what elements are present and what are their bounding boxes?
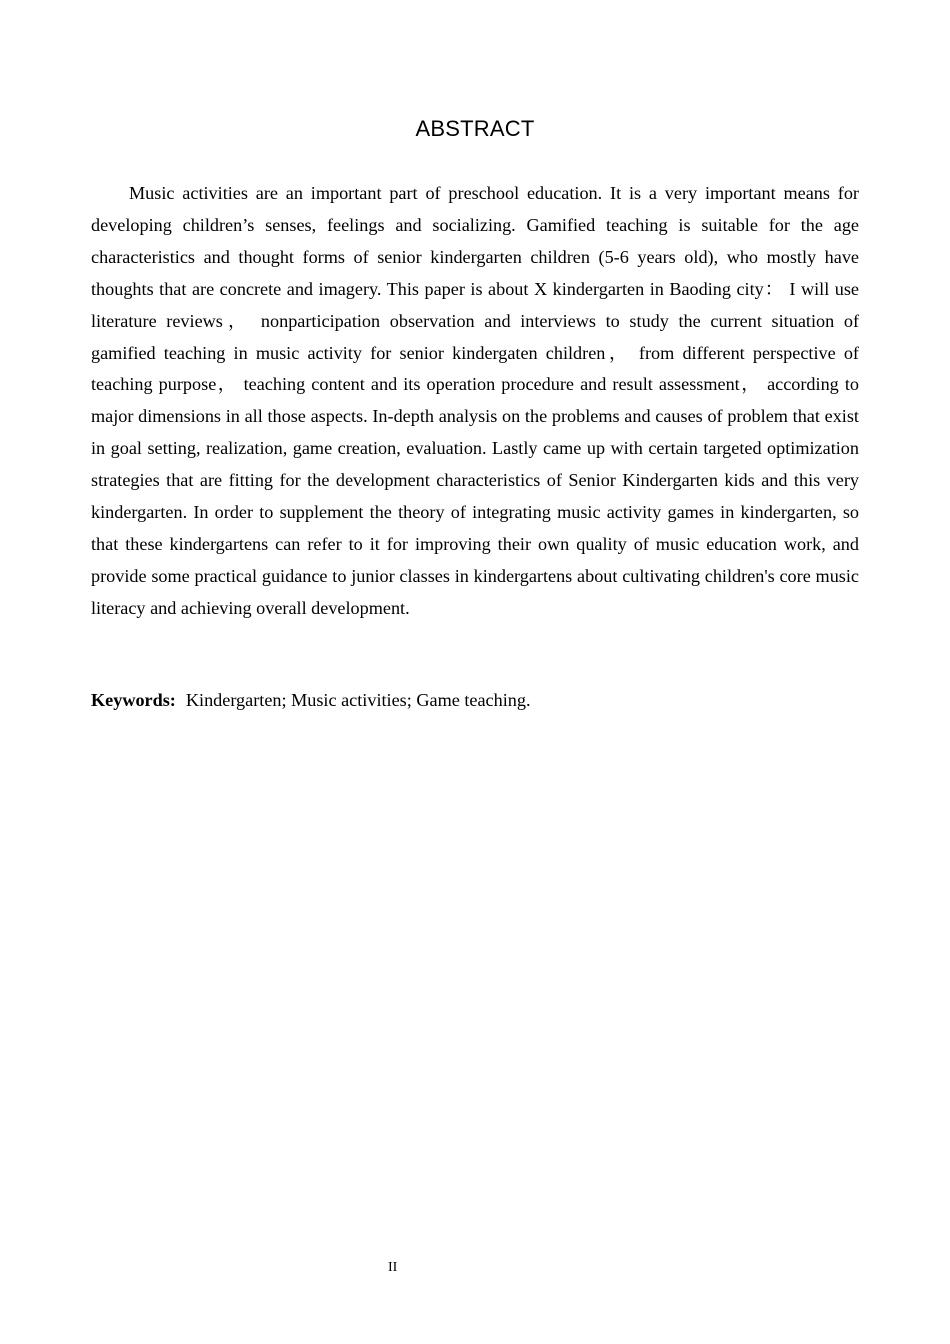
abstract-title: ABSTRACT xyxy=(415,116,535,141)
keywords-text: Kindergarten; Music activities; Game teaching. xyxy=(185,690,531,710)
page-number: II xyxy=(388,1260,398,1275)
keywords-line xyxy=(91,685,859,717)
abstract-paragraph: Music activities are an important part of preschool education. It is a very important means for developing children’s senses, feelings and socializing. Gamified teaching is suitable for the age characteristics and thought forms of senior kindergarten children (5-6 years old), who mostly have thoughts that are concrete and imagery. This paper is about X kindergarten in Baoding city： I will use literature reviews， nonparticipation observation and interviews to study the current situation of gamified teaching in music activity for senior kindergaten children， from different perspective of teaching purpose， teaching content and its operation procedure and result assessment， according to major dimensions in all those aspects. In-depth analysis on the problems and causes of problem that exist in goal setting, realization, game creation, evaluation. Lastly came up with certain targeted optimization strategies that are fitting for the development characteristics of Senior Kindergarten kids and this very kindergarten. In order to supplement the theory of integrating music activity games in kindergarten, so that these kindergartens can refer to it for improving their own quality of music education work, and provide some practical guidance to junior classes in kindergartens about cultivating children's core music literacy and achieving overall development. xyxy=(91,183,859,618)
keywords-label: Keywords: xyxy=(91,690,176,710)
